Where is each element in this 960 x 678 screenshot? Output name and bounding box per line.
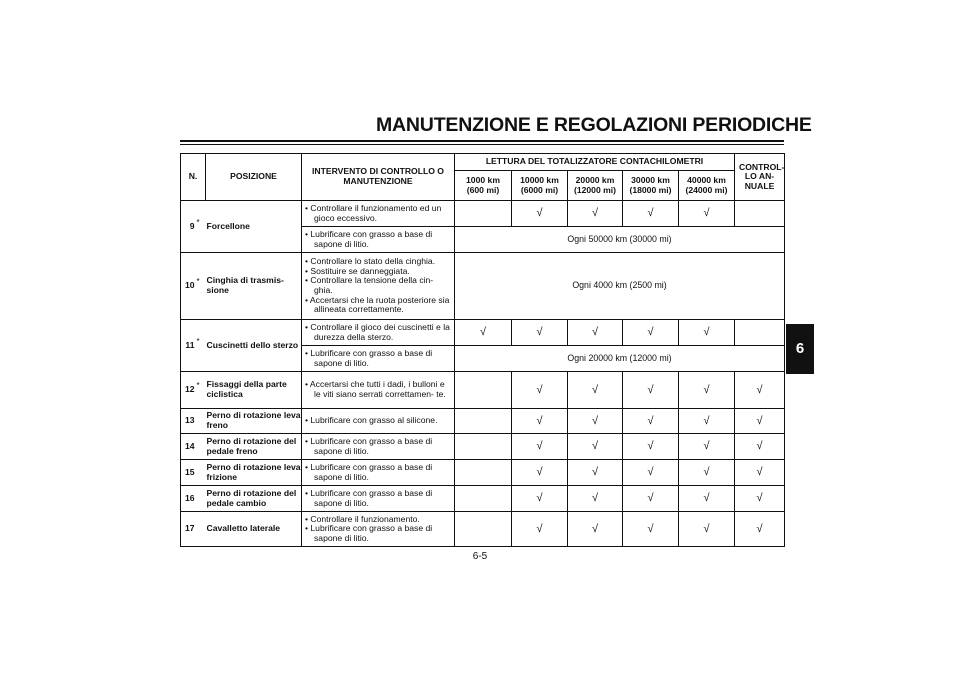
row-number: 12 xyxy=(181,372,197,409)
check-cell: √ xyxy=(512,512,568,547)
check-cell: √ xyxy=(512,201,568,227)
asterisk-mark: * xyxy=(196,217,200,227)
check-cell: √ xyxy=(568,320,623,346)
header-position: POSIZIONE xyxy=(206,154,302,201)
interval-span-text: Ogni 4000 km (2500 mi) xyxy=(455,253,785,320)
check-cell: √ xyxy=(512,486,568,512)
check-cell: √ xyxy=(568,512,623,547)
row-position: Perno di rotazione leva frizione xyxy=(206,460,302,486)
row-number: 16 xyxy=(181,486,197,512)
check-cell: √ xyxy=(623,201,679,227)
check-cell: √ xyxy=(735,460,785,486)
row-action: • Accertarsi che tutti i dadi, i bulloni e le viti siano serrati correttamen- te. xyxy=(302,372,455,409)
check-cell: √ xyxy=(623,372,679,409)
table-row xyxy=(181,320,785,346)
title-rule-thin xyxy=(180,144,784,145)
row-position: Cuscinetti dello sterzo xyxy=(206,320,302,372)
check-cell: √ xyxy=(623,434,679,460)
check-cell: √ xyxy=(679,512,735,547)
row-action: • Controllare lo stato della cinghia. • Sostituire se danneggiata. • Controllare la tensione della cin- ghia. • Accertarsi che la ruota posteriore sia allineata correttamente. xyxy=(302,253,455,320)
header-interval: 20000 km (12000 mi) xyxy=(568,171,623,201)
row-action: • Lubrificare con grasso a base di sapone di litio. xyxy=(302,460,455,486)
table-row xyxy=(181,409,785,434)
check-cell xyxy=(735,201,785,227)
check-cell: √ xyxy=(679,201,735,227)
check-cell: √ xyxy=(512,409,568,434)
row-action: • Lubrificare con grasso a base di sapone di litio. xyxy=(302,434,455,460)
check-cell: √ xyxy=(568,460,623,486)
row-action: • Lubrificare con grasso a base di sapone di litio. xyxy=(302,346,455,372)
asterisk-mark: * xyxy=(196,277,200,287)
header-annual-check: CONTROL- LO AN- NUALE xyxy=(735,154,785,201)
row-number: 15 xyxy=(181,460,197,486)
check-cell: √ xyxy=(735,434,785,460)
row-position: Perno di rotazione del pedale cambio xyxy=(206,486,302,512)
check-cell: √ xyxy=(679,409,735,434)
check-cell xyxy=(455,434,512,460)
interval-span-text: Ogni 20000 km (12000 mi) xyxy=(455,346,785,372)
check-cell: √ xyxy=(568,409,623,434)
check-cell: √ xyxy=(735,372,785,409)
check-cell xyxy=(735,320,785,346)
check-cell: √ xyxy=(735,409,785,434)
check-cell: √ xyxy=(512,372,568,409)
table-row xyxy=(181,486,785,512)
check-cell xyxy=(455,201,512,227)
row-position: Cinghia di trasmis- sione xyxy=(206,253,302,320)
header-interval: 30000 km (18000 mi) xyxy=(623,171,679,201)
check-cell: √ xyxy=(623,460,679,486)
check-cell: √ xyxy=(568,434,623,460)
table-row xyxy=(181,372,785,409)
check-cell: √ xyxy=(568,201,623,227)
row-action: • Lubrificare con grasso al silicone. xyxy=(302,409,455,434)
check-cell xyxy=(455,486,512,512)
check-cell: √ xyxy=(679,320,735,346)
page-number: 6-5 xyxy=(472,551,488,562)
row-position: Fissaggi della parte ciclistica xyxy=(206,372,302,409)
title-rule-thick xyxy=(180,140,784,142)
row-action: • Lubrificare con grasso a base di sapone di litio. xyxy=(302,486,455,512)
check-cell: √ xyxy=(679,486,735,512)
check-cell xyxy=(455,460,512,486)
check-cell: √ xyxy=(679,460,735,486)
check-cell: √ xyxy=(512,434,568,460)
asterisk-mark: * xyxy=(196,336,200,346)
row-number: 17 xyxy=(181,512,197,547)
check-cell: √ xyxy=(623,486,679,512)
row-position: Perno di rotazione del pedale freno xyxy=(206,434,302,460)
table-row xyxy=(181,460,785,486)
row-position: Cavalletto laterale xyxy=(206,512,302,547)
table-row xyxy=(181,201,785,227)
check-cell: √ xyxy=(455,320,512,346)
check-cell xyxy=(455,409,512,434)
check-cell: √ xyxy=(623,409,679,434)
header-interval: 40000 km (24000 mi) xyxy=(679,171,735,201)
check-cell: √ xyxy=(623,512,679,547)
check-cell: √ xyxy=(512,320,568,346)
header-interval: 1000 km (600 mi) xyxy=(455,171,512,201)
row-number: 10 xyxy=(181,253,197,320)
row-number: 11 xyxy=(181,320,197,372)
row-number: 13 xyxy=(181,409,197,434)
row-number: 9 xyxy=(181,201,197,253)
row-action: • Controllare il funzionamento ed un gioco eccessivo. xyxy=(302,201,455,227)
header-intervention: INTERVENTO DI CONTROLLO O MANUTENZIONE xyxy=(302,154,455,201)
header-interval: 10000 km (6000 mi) xyxy=(512,171,568,201)
table-row xyxy=(181,434,785,460)
row-position: Forcellone xyxy=(206,201,302,253)
check-cell: √ xyxy=(679,434,735,460)
check-cell: √ xyxy=(623,320,679,346)
check-cell xyxy=(455,372,512,409)
chapter-tab: 6 xyxy=(786,324,814,374)
check-cell: √ xyxy=(568,486,623,512)
check-cell: √ xyxy=(568,372,623,409)
check-cell: √ xyxy=(735,486,785,512)
row-position: Perno di rotazione leva freno xyxy=(206,409,302,434)
check-cell: √ xyxy=(735,512,785,547)
header-n: N. xyxy=(181,154,206,201)
table-row xyxy=(181,512,785,547)
page-title: MANUTENZIONE E REGOLAZIONI PERIODICHE xyxy=(376,114,812,136)
check-cell: √ xyxy=(679,372,735,409)
interval-span-text: Ogni 50000 km (30000 mi) xyxy=(455,227,785,253)
maintenance-table xyxy=(180,153,785,547)
row-action: • Controllare il gioco dei cuscinetti e la durezza della sterzo. xyxy=(302,320,455,346)
table-row xyxy=(181,253,785,320)
check-cell: √ xyxy=(512,460,568,486)
row-action: • Lubrificare con grasso a base di sapone di litio. xyxy=(302,227,455,253)
header-odometer: LETTURA DEL TOTALIZZATORE CONTACHILOMETRI xyxy=(455,154,735,171)
row-action: • Controllare il funzionamento. • Lubrificare con grasso a base di sapone di litio. xyxy=(302,512,455,547)
check-cell xyxy=(455,512,512,547)
asterisk-mark: * xyxy=(196,381,200,391)
row-number: 14 xyxy=(181,434,197,460)
